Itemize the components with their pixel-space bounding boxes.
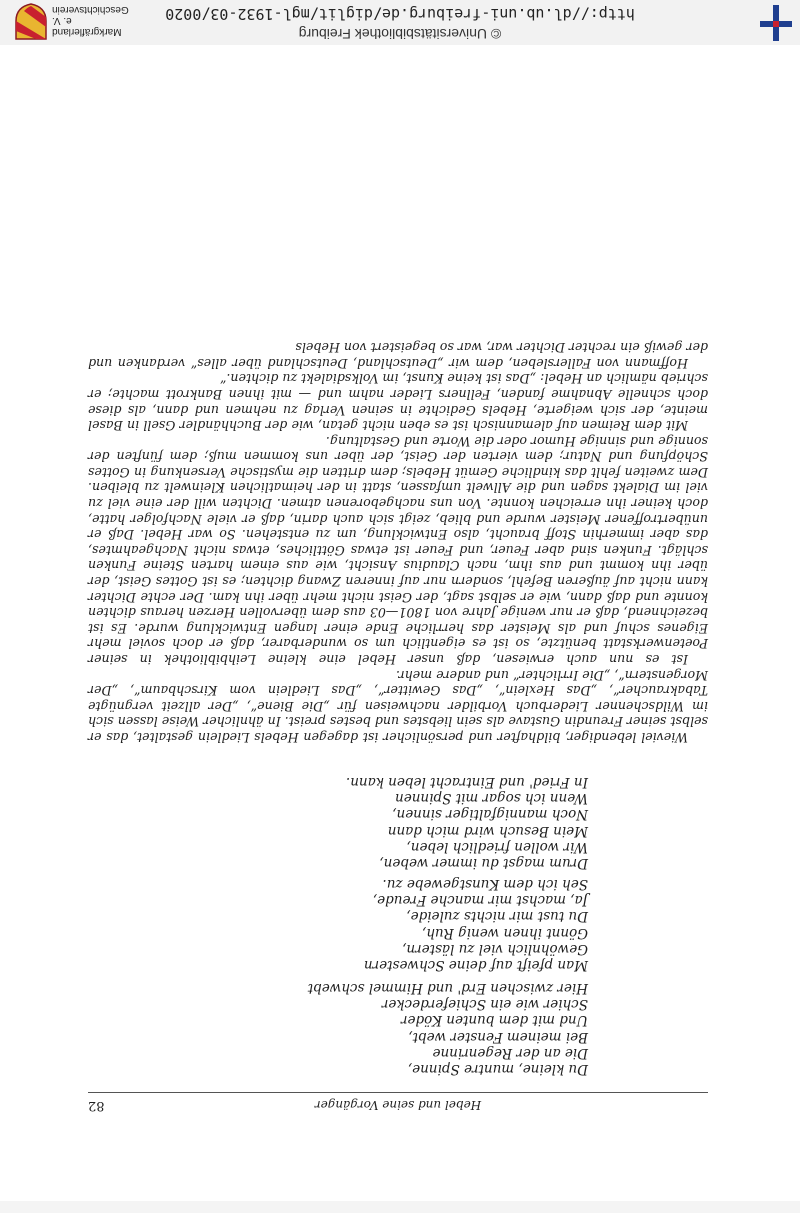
page-header [88, 1093, 708, 1115]
poem-stanza-1 [168, 980, 588, 1077]
prose-body [88, 340, 708, 745]
poem-line: Die an der Regenrinne [432, 1044, 588, 1061]
poem-line: Gönnt ihnen wenig Ruh, [421, 924, 588, 941]
poem-line: Man pfeift auf deine Schwestern [363, 957, 588, 973]
permalink-url[interactable]: http://dl.ub.uni-freiburg.de/diglit/mgl-1932-03/0020 [165, 5, 635, 23]
poem-line: Wir wollen friedlich leben, [406, 838, 588, 855]
viewer-footer-bar [0, 0, 800, 45]
poem-line: Und mit dem bunten Köder [401, 1012, 588, 1029]
poem-line: Seh ich dem Kunstgewebe zu. [382, 876, 588, 893]
poem-line: Ja, machst mir manche Freude, [372, 892, 588, 909]
paragraph: Wieviel lebendiger, bildhafter und persönlicher ist dagegen Hebels Liedlein gestaltet, das er selbst seiner Freundin Gustave als sein liebstes und bestes preist. In ähnlicher Weise lassen sich im Wildschenner Liederbuch Vorbilder nachweisen für „Die Biene“, „Der allzeit vergnügte Tabakraucher“, „Das Hexlein“, „Das Gewitter“, „Das Liedlein vom Kirschbaum“, „Der Morgenstern“, „Die Irrlichter“ und andere mehr. [88, 667, 708, 745]
viewer-top-bar [0, 1201, 800, 1213]
poem-line: Wenn ich sogar mit Spinnen [395, 790, 588, 807]
poem-line: Gewöhnlich viel zu lästern, [402, 940, 588, 957]
society-name: Markgräflerland e. V. Geschichtsverein [52, 4, 129, 37]
university-library-logo-icon [756, 3, 796, 43]
header-rule [88, 1092, 708, 1093]
poem-line: Mein Besuch wird mich dann [387, 822, 588, 839]
coat-of-arms-icon [14, 3, 48, 41]
poem-stanza-3 [168, 774, 588, 871]
paragraph: Ist es nun auch erwiesen, daß unser Hebel eine kleine Leihbibliothek in seiner Poetenwerkstatt benützte, so ist es eigentlich um so wunderbarer, daß er doch soviel mehr Eigenes schuf und als Meister das herrliche Ende einer langen Entwicklung wurde. Es ist bezeichnend, daß er nur wenige Jahre von 1801—03 aus dem übervollen Herzen heraus dichten konnte und daß dann, wie er selbst sagt, der Geist nicht mehr über ihn kam. Der echte Dichter kann nicht auf äußeren Befehl, sondern nur auf inneren Zwang dichten; es ist Gottes Geist, der über ihn kommt und aus ihm, nach Claudius Ansicht, wie aus einem harten Steine Funken schlägt. Funken sind aber Feuer, und Feuer ist etwas Göttliches, etwas nicht Nachgeahmtes, das aber immerhin Stoff braucht, also Entwicklung, um zu entstehen. So war Hebel. Daß er unübertroffener Meister wurde und blieb, zeigt sich auch darin, daß er viele Nachfolger hatte, doch keiner ihn erreichen konnte. Von uns nachgeborenen atmen. Dichten will der eine viel zu viel im Dialekt sagen und die Allwelt umfassen, statt in der heimatlichen Kleinwelt zu bleiben. Dem zweiten fehlt das kindliche Gemüt Hebels; dem dritten die mystische Versenkung in Gottes Schöpfung und Natur; dem vierten der Geist, der über uns kommen muß; dem fünften der sonnige und sinnige Humor oder die Worte und Gestaltung. [88, 433, 708, 668]
poem-stanza-2 [168, 876, 588, 973]
poem-line: Bei meinem Fenster webt, [408, 1028, 588, 1045]
poem-line: Du kleine, muntre Spinne, [407, 1061, 588, 1077]
poem-line: Du tust mir nichts zuleide, [406, 908, 588, 925]
poem-line: In Fried' und Eintracht leben kann. [345, 774, 588, 791]
paragraph: Hoffmann von Fallersleben, dem wir „Deutschland, Deutschland über alles“ verdanken und der gewiß ein rechter Dichter war, war so begeistert von Hebels [88, 340, 708, 371]
running-title: Hebel und seine Vorgänger [314, 1098, 482, 1112]
page-number: 82 [88, 1098, 105, 1113]
copyright-notice: © Universitätsbibliothek Freiburg [298, 26, 502, 42]
paragraph: Mit dem Reimen auf alemannisch ist es eben nicht getan, wie der Buchhändler Gsell in Basel meinte, der sich weigerte, Hebels Gedichte in seinen Verlag zu nehmen und dann, als diese doch schnelle Abnahme fanden, Fellners Lieder nahm und — mit ihnen Bankrott machte; er schrieb nämlich an Hebel: „Das ist keine Kunst, im Volksdialekt zu dichten.“ [88, 371, 708, 434]
poem-line: Noch mannigfaltiger sinnen, [392, 806, 588, 823]
poem-line: Hier zwischen Erd' und Himmel schwebt [307, 980, 588, 997]
poem-line: Schier wie ein Schieferdecker [381, 996, 588, 1013]
poem-line: Drum magst du immer weben, [379, 855, 588, 871]
